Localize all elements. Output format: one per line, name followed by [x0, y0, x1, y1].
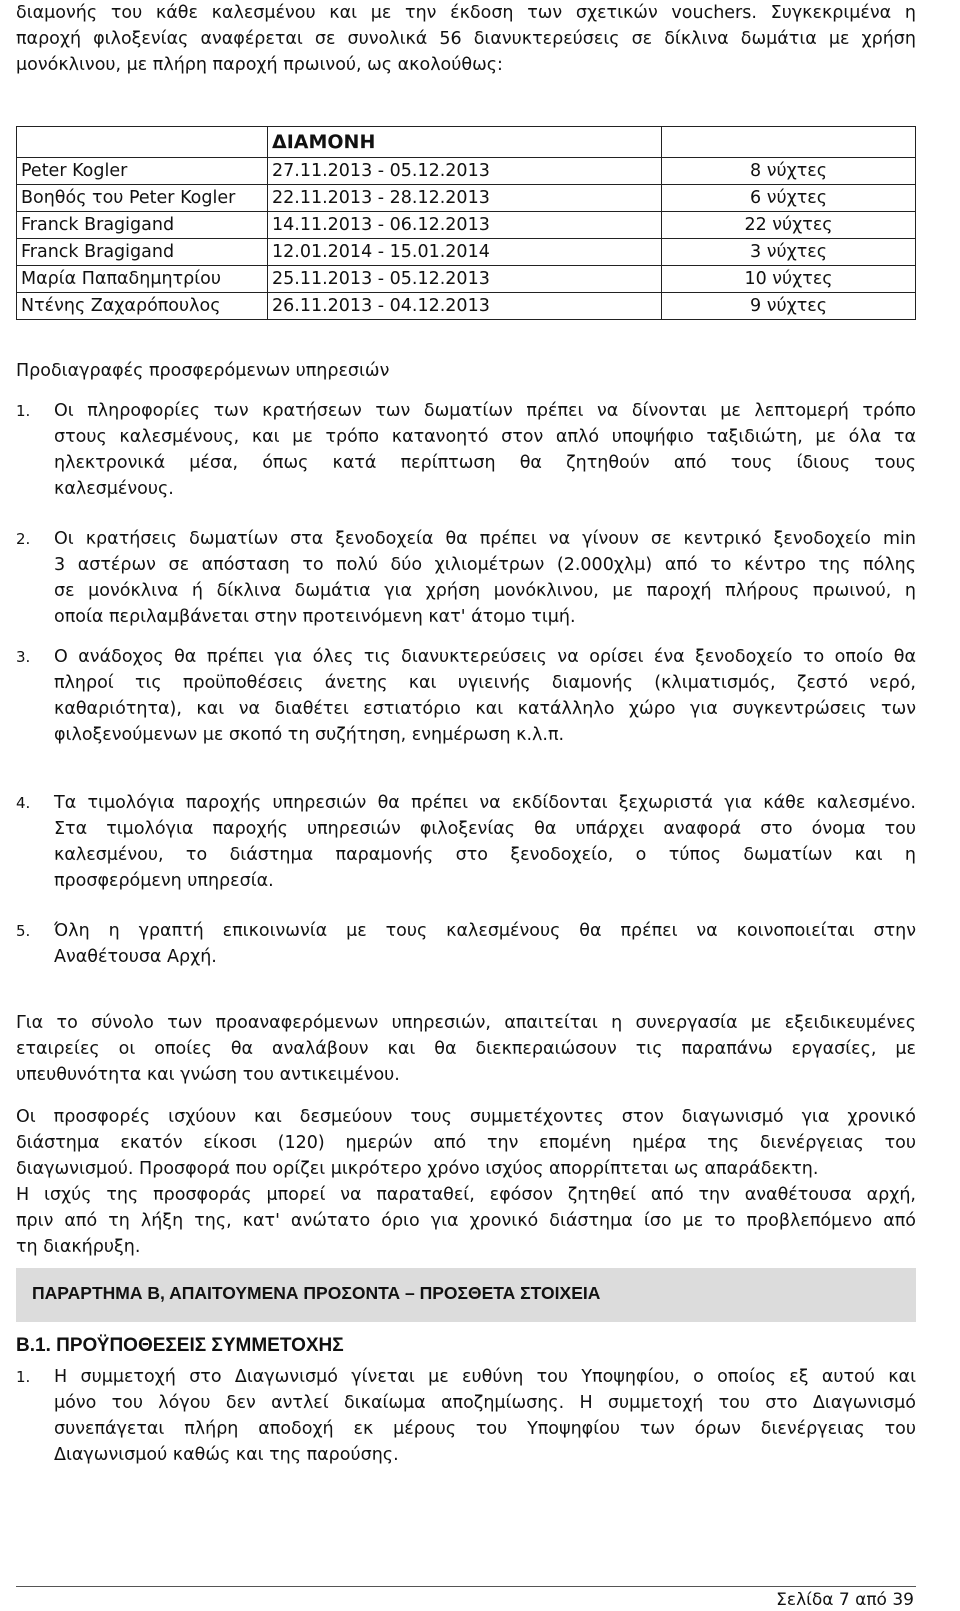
text-line: Οι κρατήσεις δωματίων στα ξενοδοχεία θα πρέπει να γίνουν σε κεντρικό ξενοδοχείο min — [54, 529, 916, 549]
text-line: Οι πληροφορίες των κρατήσεων των δωματίων πρέπει να δίνονται με λεπτομερή τρόπο — [54, 401, 916, 421]
specs-heading: Προδιαγραφές προσφερόμενων υπηρεσιών — [16, 361, 390, 381]
item-number: 3. — [16, 648, 31, 666]
text-line: 3 αστέρων σε απόσταση το πολύ δύο χιλιομέτρων (2.000χλμ) από το κέντρο της πόλης — [54, 555, 916, 575]
table-row — [17, 158, 916, 185]
text-line: συνεπάγεται πλήρη αποδοχή εκ μέρους του Υποψηφίου των όρων διενέργειας του — [54, 1419, 916, 1439]
text-line: καλεσμένου, το διάστημα παραμονής στο ξενοδοχείο, ο τύπος δωματίων και η — [54, 845, 916, 865]
text-line: Η συμμετοχή στο Διαγωνισμό γίνεται με ευθύνη του Υποψηφίου, ο οποίος εξ αυτού και — [54, 1367, 916, 1387]
stay-dates: 27.11.2013 - 05.12.2013 — [268, 158, 662, 185]
stay-dates: 25.11.2013 - 05.12.2013 — [268, 266, 662, 293]
text-line: διαγωνισμού. Προσφορά που ορίζει μικρότερο χρόνο ισχύος απορρίπτεται ως απαράδεκτη. — [16, 1159, 819, 1179]
closing-paragraph — [16, 1182, 916, 1260]
section-title: Β.1. ΠΡΟΫΠΟΘΕΣΕΙΣ ΣΥΜΜΕΤΟΧΗΣ — [16, 1335, 344, 1356]
text-line: μονόκλινου, με πλήρη παροχή πρωινού, ως ακολούθως: — [16, 55, 503, 75]
text-line: καλεσμένους. — [54, 479, 174, 499]
text-line: Αναθέτουσα Αρχή. — [54, 947, 217, 967]
guest-name: Ντένης Ζαχαρόπουλος — [17, 293, 268, 320]
intro-paragraph — [16, 0, 916, 78]
table-row — [17, 293, 916, 320]
text-line: διάστημα εκατόν είκοσι (120) ημερών από την επομένη ημέρα της διενέργειας του — [16, 1133, 916, 1153]
text-line: υπευθυνότητα και γνώση του αντικειμένου. — [16, 1065, 400, 1085]
annex-title: ΠΑΡΑΡΤΗΜΑ Β, ΑΠΑΙΤΟΥΜΕΝΑ ΠΡΟΣΟΝΤΑ – ΠΡΟΣΘΕΤΑ ΣΤΟΙΧΕΙΑ — [32, 1283, 601, 1303]
text-line: οποία περιλαμβάνεται στην προτεινόμενη κατ' άτομο τιμή. — [54, 607, 576, 627]
stay-dates: 26.11.2013 - 04.12.2013 — [268, 293, 662, 320]
text-line: μόνο του λόγου δεν αντλεί δικαίωμα αποζημίωσης. Η συμμετοχή του στο Διαγωνισμό — [54, 1393, 916, 1413]
closing-paragraph — [16, 1104, 916, 1182]
accommodation-table — [16, 126, 916, 320]
text-line: Οι προσφορές ισχύουν και δεσμεύουν τους συμμετέχοντες στον διαγωνισμό για χρονικό — [16, 1107, 916, 1127]
guest-name: Μαρία Παπαδημητρίου — [17, 266, 268, 293]
table-row — [17, 266, 916, 293]
table-cell — [17, 127, 268, 158]
guest-name: Βοηθός του Peter Kogler — [17, 185, 268, 212]
table-header-row — [17, 127, 916, 158]
text-line: τη διακήρυξη. — [16, 1237, 141, 1257]
annex-heading-bar — [16, 1268, 916, 1322]
text-line: Όλη η γραπτή επικοινωνία με τους καλεσμένους θα πρέπει να κοινοποιείται στην — [54, 921, 916, 941]
text-line: Η ισχύς της προσφοράς μπορεί να παραταθεί, εφόσον ζητηθεί από την αναθέτουσα αρχή, — [16, 1185, 916, 1205]
text-line: Στα τιμολόγια παροχής υπηρεσιών φιλοξενίας θα υπάρχει αναφορά στο όνομα του — [54, 819, 916, 839]
table-row — [17, 185, 916, 212]
item-number: 1. — [16, 402, 31, 420]
text-line: Για το σύνολο των προαναφερόμενων υπηρεσιών, απαιτείται η συνεργασία με εξειδικευμένες — [16, 1013, 916, 1033]
text-line: Διαγωνισμού καθώς και της παρούσης. — [54, 1445, 399, 1465]
text-line: πριν από τη λήξη της, κατ' ανώτατο όριο για χρονικό διάστημα ίσο με το προβλεπόμενο από — [16, 1211, 916, 1231]
stay-dates: 22.11.2013 - 28.12.2013 — [268, 185, 662, 212]
item-number: 1. — [16, 1368, 31, 1386]
text-line: στους καλεσμένους, και με τρόπο κατανοητό στον απλό υποψήφιο ταξιδιώτη, με όλα τα — [54, 427, 916, 447]
stay-nights: 10 νύχτες — [662, 266, 916, 293]
page-number: Σελίδα 7 από 39 — [776, 1590, 914, 1610]
guest-name: Franck Bragigand — [17, 212, 268, 239]
closing-paragraph — [16, 1010, 916, 1088]
text-line: Ο ανάδοχος θα πρέπει για όλες τις διανυκτερεύσεις να ορίσει ένα ξενοδοχείο το οποίο θα — [54, 647, 916, 667]
stay-nights: 6 νύχτες — [662, 185, 916, 212]
item-number: 2. — [16, 530, 31, 548]
text-line: προσφερόμενη υπηρεσία. — [54, 871, 274, 891]
stay-nights: 3 νύχτες — [662, 239, 916, 266]
text-line: πληροί τις προϋποθέσεις άνετης και υγιεινής διαμονής (κλιματισμός, ζεστό νερό, — [54, 673, 916, 693]
item-number: 5. — [16, 922, 31, 940]
text-line: σε μονόκλινα ή δίκλινα δωμάτια για χρήση μονόκλινου, με παροχή πλήρους πρωινού, η — [54, 581, 916, 601]
stay-nights: 22 νύχτες — [662, 212, 916, 239]
text-line: διαμονής του κάθε καλεσμένου και με την έκδοση των σχετικών vouchers. Συγκεκριμένα η — [16, 3, 916, 23]
table-row — [17, 239, 916, 266]
table-cell — [662, 127, 916, 158]
text-line: παροχή φιλοξενίας αναφέρεται σε συνολικά 56 διανυκτερεύσεις σε δίκλινα δωμάτια με χρήση — [16, 29, 916, 49]
text-line: Τα τιμολόγια παροχής υπηρεσιών θα πρέπει να εκδίδονται ξεχωριστά για κάθε καλεσμένο. — [54, 793, 916, 813]
guest-name: Peter Kogler — [17, 158, 268, 185]
text-line: φιλοξενούμενων με σκοπό τη συζήτηση, ενημέρωση κ.λ.π. — [54, 725, 565, 745]
stay-dates: 14.11.2013 - 06.12.2013 — [268, 212, 662, 239]
table-row — [17, 212, 916, 239]
guest-name: Franck Bragigand — [17, 239, 268, 266]
text-line: εταιρείες οι οποίες θα αναλάβουν και θα διεκπεραιώσουν τις παραπάνω εργασίες, με — [16, 1039, 916, 1059]
stay-nights: 8 νύχτες — [662, 158, 916, 185]
footer-divider — [16, 1586, 916, 1587]
item-number: 4. — [16, 794, 31, 812]
table-header-accommodation: ΔΙΑΜΟΝΗ — [268, 127, 662, 158]
text-line: ηλεκτρονικά μέσα, όπως κατά περίπτωση θα ζητηθούν από τους ίδιους τους — [54, 453, 916, 473]
stay-dates: 12.01.2014 - 15.01.2014 — [268, 239, 662, 266]
text-line: καθαριότητα), και να διαθέτει εστιατόριο και κατάλληλο χώρο για συγκεντρώσεις των — [54, 699, 916, 719]
stay-nights: 9 νύχτες — [662, 293, 916, 320]
